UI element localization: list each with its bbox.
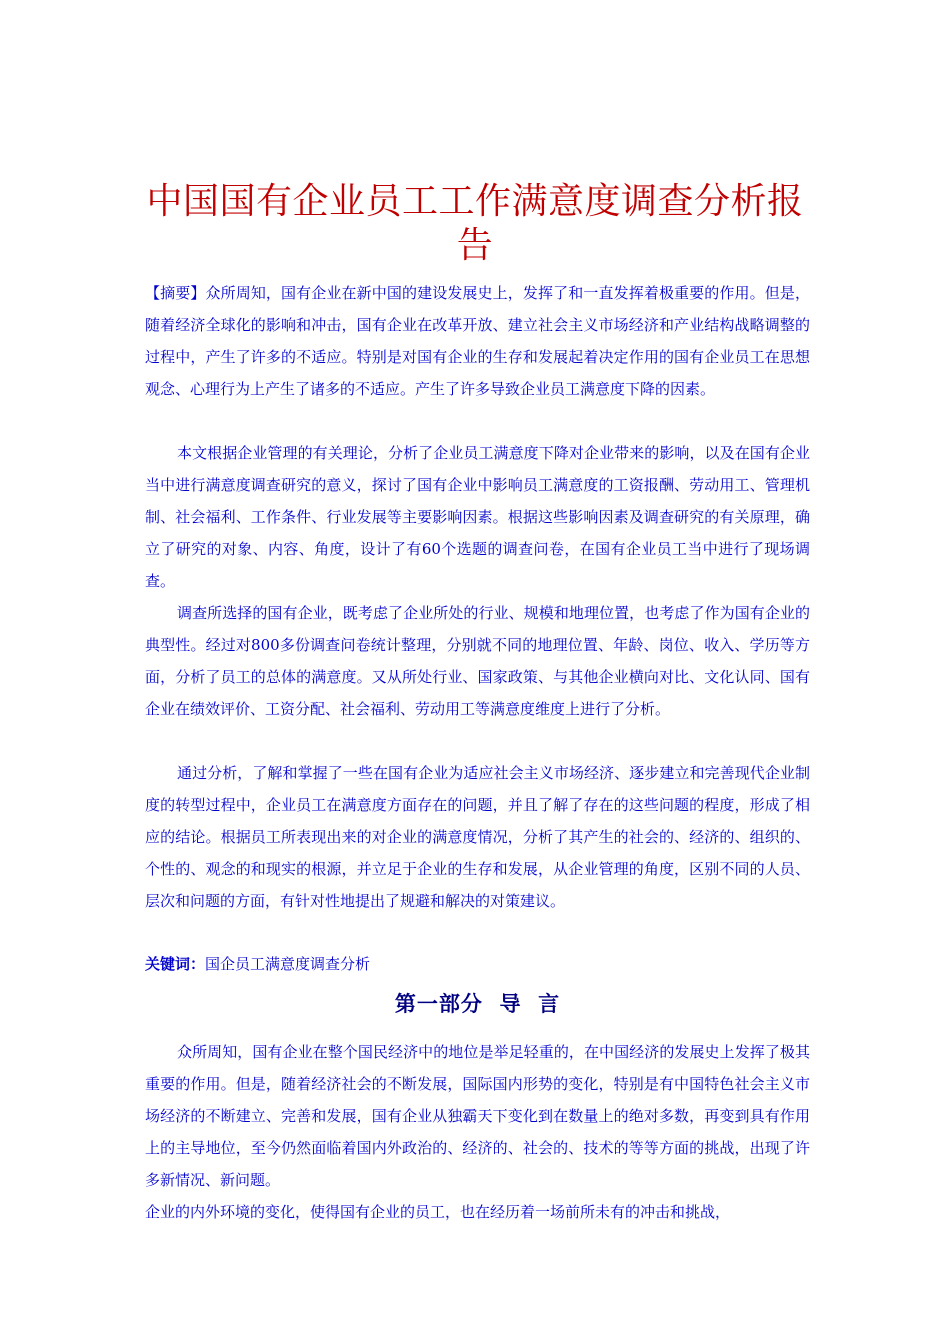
abstract-paragraph-3: 调查所选择的国有企业，既考虑了企业所处的行业、规模和地理位置，也考虑了作为国有企业的典型性。经过对800多份调查问卷统计整理，分别就不同的地理位置、年龄、岗位、收入、学历等方面，分析了员工的总体的满意度。又从所处行业、国家政策、与其他企业横向对比、文化认同、国有企业在绩效评价、工资分配、社会福利、劳动用工等满意度维度上进行了分析。 (145, 604, 810, 718)
abstract-text-1: 众所周知，国有企业在新中国的建设发展史上，发挥了和一直发挥着极重要的作用。但是，随着经济全球化的影响和冲击，国有企业在改革开放、建立社会主义市场经济和产业结构战略调整的过程中，产生了许多的不适应。特别是对国有企业的生存和发展起着决定作用的国有企业员工在思想观念、心理行为上产生了诸多的不适应。产生了许多导致企业员工满意度下降的因素。 (145, 284, 810, 398)
keywords-label: 关键词： (145, 955, 206, 973)
abstract-label: 【摘要】 (145, 284, 206, 302)
section1-paragraph-1: 众所周知，国有企业在整个国民经济中的地位是举足轻重的，在中国经济的发展史上发挥了极其重要的作用。但是，随着经济社会的不断发展，国际国内形势的变化，特别是有中国特色社会主义市场经济的不断建立、完善和发展，国有企业从独霸天下变化到在数量上的绝对多数，再变到具有作用上的主导地位，至今仍然面临着国内外政治的、经济的、社会的、技术的等等方面的挑战，出现了许多新情况、新问题。 (145, 1043, 810, 1189)
abstract-paragraph-4: 通过分析，了解和掌握了一些在国有企业为适应社会主义市场经济、逐步建立和完善现代企业制度的转型过程中，企业员工在满意度方面存在的问题，并且了解了存在的这些问题的程度，形成了相应的结论。根据员工所表现出来的对企业的满意度情况，分析了其产生的社会的、经济的、组织的、个性的、观念的和现实的根源，并立足于企业的生存和发展，从企业管理的角度，区别不同的人员、层次和问题的方面，有针对性地提出了规避和解决的对策建议。 (145, 764, 810, 910)
keywords-line (145, 948, 810, 980)
abstract-paragraph-1 (145, 277, 810, 405)
section1-paragraph-2: 企业的内外环境的变化，使得国有企业的员工，也在经历着一场前所未有的冲击和挑战， (145, 1203, 731, 1221)
section-heading: 第一部分 导 言 (394, 992, 561, 1016)
keywords-value: 国企员工满意度调查分析 (205, 955, 371, 973)
document-title: 中国国有企业员工工作满意度调查分析报告 (146, 181, 804, 266)
abstract-paragraph-2: 本文根据企业管理的有关理论，分析了企业员工满意度下降对企业带来的影响，以及在国有企业当中进行满意度调查研究的意义，探讨了国有企业中影响员工满意度的工资报酬、劳动用工、管理机制、社会福利、工作条件、行业发展等主要影响因素。根据这些影响因素及调查研究的有关原理，确立了研究的对象、内容、角度，设计了有60个选题的调查问卷，在国有企业员工当中进行了现场调查。 (145, 444, 810, 590)
